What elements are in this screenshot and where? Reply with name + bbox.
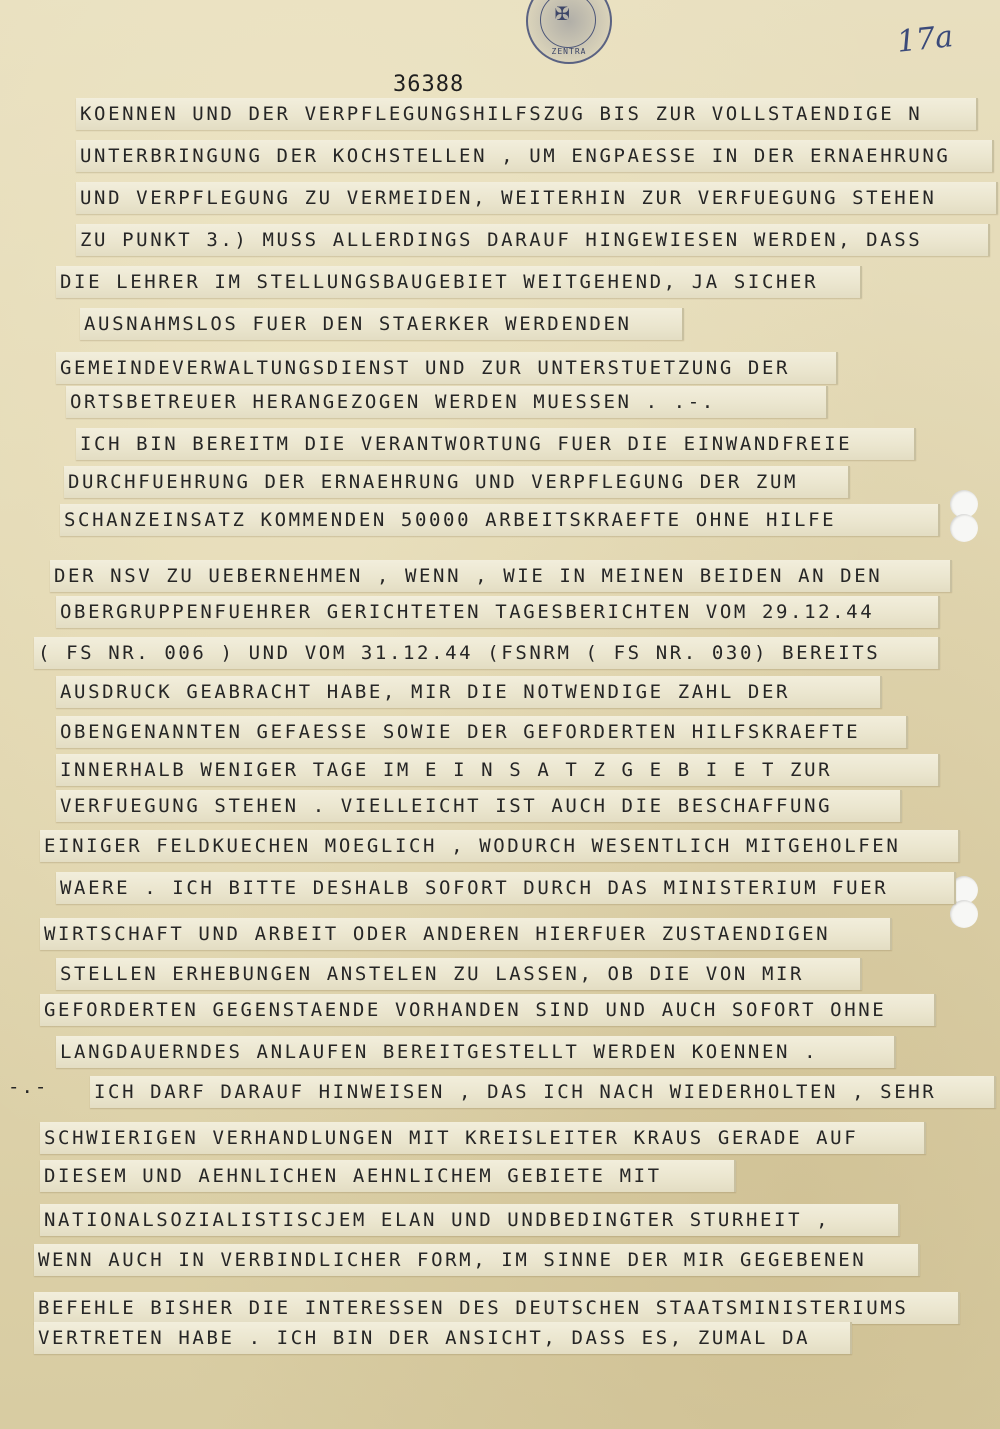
tape-line: LANGDAUERNDES ANLAUFEN BEREITGESTELLT WERDEN KOENNEN .	[56, 1036, 896, 1068]
archive-stamp	[526, 0, 612, 64]
tape-line: WAERE . ICH BITTE DESHALB SOFORT DURCH DAS MINISTERIUM FUER	[56, 872, 956, 904]
punch-hole-icon	[950, 900, 978, 928]
tape-line: ZU PUNKT 3.) MUSS ALLERDINGS DARAUF HINGEWIESEN WERDEN, DASS	[76, 224, 990, 256]
tape-line: ICH BIN BEREITM DIE VERANTWORTUNG FUER DIE EINWANDFREIE	[76, 428, 916, 460]
tape-line: WENN AUCH IN VERBINDLICHER FORM, IM SINNE DER MIR GEGEBENEN	[34, 1244, 920, 1276]
tape-line: ICH DARF DARAUF HINWEISEN , DAS ICH NACH WIEDERHOLTEN , SEHR	[90, 1076, 996, 1108]
tape-line: ( FS NR. 006 ) UND VOM 31.12.44 (FSNRM ( FS NR. 030) BEREITS	[34, 637, 940, 669]
stamp-label: ZENTRA	[551, 47, 587, 56]
tape-line: BEFEHLE BISHER DIE INTERESSEN DES DEUTSCHEN STAATSMINISTERIUMS	[34, 1292, 960, 1324]
tape-line: OBENGENANNTEN GEFAESSE SOWIE DER GEFORDERTEN HILFSKRAEFTE	[56, 716, 908, 748]
tape-line: SCHANZEINSATZ KOMMENDEN 50000 ARBEITSKRAEFTE OHNE HILFE	[60, 504, 940, 536]
reference-number: 36388	[393, 72, 465, 97]
tape-line: UNTERBRINGUNG DER KOCHSTELLEN , UM ENGPAESSE IN DER ERNAEHRUNG	[76, 140, 994, 172]
tape-line: AUSDRUCK GEABRACHT HABE, MIR DIE NOTWENDIGE ZAHL DER	[56, 676, 882, 708]
tape-line: VERTRETEN HABE . ICH BIN DER ANSICHT, DASS ES, ZUMAL DA	[34, 1322, 852, 1354]
tape-line: VERFUEGUNG STEHEN . VIELLEICHT IST AUCH DIE BESCHAFFUNG	[56, 790, 902, 822]
margin-mark: -.-	[8, 1076, 49, 1098]
folio-number: 17a	[895, 19, 955, 60]
tape-line: UND VERPFLEGUNG ZU VERMEIDEN, WEITERHIN ZUR VERFUEGUNG STEHEN	[76, 182, 998, 214]
tape-line: OBERGRUPPENFUEHRER GERICHTETEN TAGESBERICHTEN VOM 29.12.44	[56, 596, 940, 628]
tape-line: AUSNAHMSLOS FUER DEN STAERKER WERDENDEN	[80, 308, 684, 340]
tape-line: GEFORDERTEN GEGENSTAENDE VORHANDEN SIND UND AUCH SOFORT OHNE	[40, 994, 936, 1026]
tape-line: WIRTSCHAFT UND ARBEIT ODER ANDEREN HIERFUER ZUSTAENDIGEN	[40, 918, 892, 950]
tape-line: DIESEM UND AEHNLICHEN AEHNLICHEM GEBIETE MIT	[40, 1160, 736, 1192]
eagle-emblem-icon: ✠	[555, 0, 570, 26]
tape-line: SCHWIERIGEN VERHANDLUNGEN MIT KREISLEITER KRAUS GERADE AUF	[40, 1122, 926, 1154]
tape-line: STELLEN ERHEBUNGEN ANSTELEN ZU LASSEN, OB DIE VON MIR	[56, 958, 862, 990]
tape-line: KOENNEN UND DER VERPFLEGUNGSHILFSZUG BIS ZUR VOLLSTAENDIGE N	[76, 98, 978, 130]
tape-line: GEMEINDEVERWALTUNGSDIENST UND ZUR UNTERSTUETZUNG DER	[56, 352, 838, 384]
tape-line: DIE LEHRER IM STELLUNGSBAUGEBIET WEITGEHEND, JA SICHER	[56, 266, 862, 298]
tape-line: DER NSV ZU UEBERNEHMEN , WENN , WIE IN MEINEN BEIDEN AN DEN	[50, 560, 952, 592]
tape-line: ORTSBETREUER HERANGEZOGEN WERDEN MUESSEN . .-.	[66, 386, 828, 418]
tape-line: EINIGER FELDKUECHEN MOEGLICH , WODURCH WESENTLICH MITGEHOLFEN	[40, 830, 960, 862]
tape-line: INNERHALB WENIGER TAGE IM E I N S A T Z G E B I E T ZUR	[56, 754, 940, 786]
punch-hole-icon	[950, 514, 978, 542]
tape-line: NATIONALSOZIALISTISCJEM ELAN UND UNDBEDINGTER STURHEIT ,	[40, 1204, 900, 1236]
tape-line: DURCHFUEHRUNG DER ERNAEHRUNG UND VERPFLEGUNG DER ZUM	[64, 466, 850, 498]
